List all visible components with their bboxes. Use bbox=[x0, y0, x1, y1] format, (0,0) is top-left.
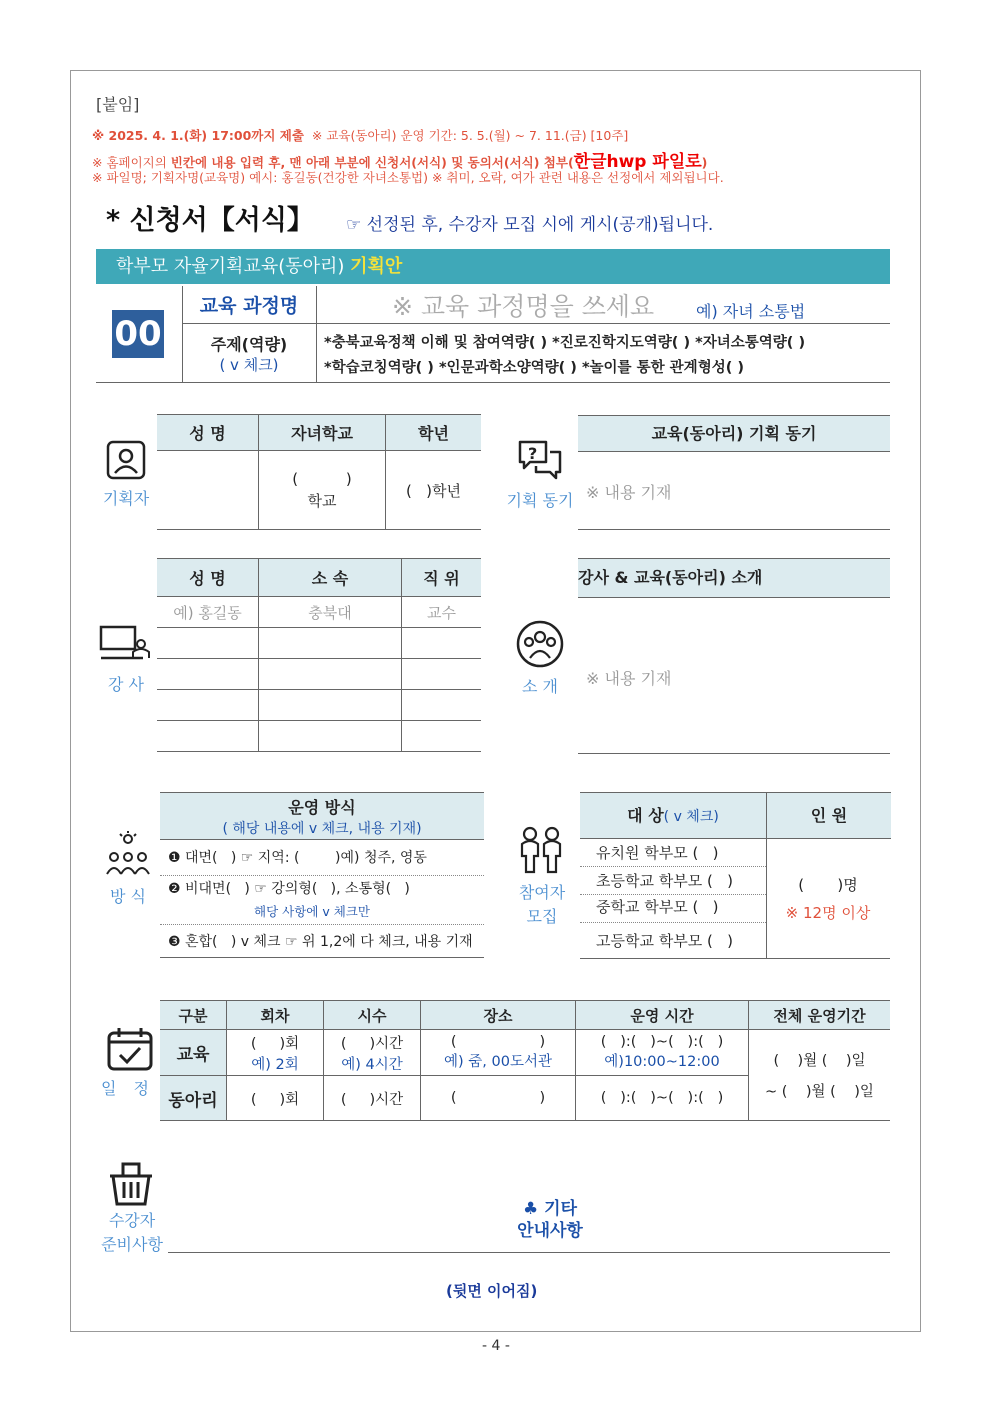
edu-venue-field[interactable]: ( ) 예) 줌, 00도서관 bbox=[421, 1030, 576, 1076]
note-line-2: ※ 홈페이지의 빈칸에 내용 입력 후, 맨 아래 부분에 신청서(서식) 및 동의서(서식) 첨부(한글hwp 파일로) bbox=[92, 152, 708, 172]
total-period-field[interactable]: ( )월 ( )일 ~ ( )월 ( )일 bbox=[749, 1030, 891, 1121]
participant-count-field[interactable]: ( )명 bbox=[798, 876, 858, 894]
course-number-badge: 00 bbox=[112, 310, 164, 358]
count-header: 인 원 bbox=[766, 792, 891, 839]
participants-label-2: 모집 bbox=[526, 907, 558, 926]
banner-highlight: 기획안 bbox=[350, 256, 403, 277]
hwp-highlight: 한글hwp 파일로 bbox=[573, 152, 702, 172]
form-subtitle: ☞ 선정된 후, 수강자 모집 시에 게시(공개)됩니다. bbox=[346, 215, 714, 235]
theme-options-2[interactable]: *학습코칭역량( ) *인문과학소양역량( ) *놀이를 통한 관계형성( ) bbox=[324, 360, 745, 376]
question-chat-icon bbox=[516, 438, 564, 484]
target-header-cell: 대 상( v 체크) bbox=[580, 792, 766, 839]
edu-time-field[interactable]: ( ):( )~( ):( ) 예)10:00~12:00 bbox=[576, 1030, 749, 1076]
club-time-field[interactable]: ( ):( )~( ):( ) bbox=[576, 1076, 749, 1121]
method-header: 운영 방식 bbox=[288, 798, 356, 817]
club-row-label: 동아리 bbox=[160, 1076, 227, 1121]
instructor-table bbox=[157, 558, 481, 752]
method-option-face[interactable]: ❶ 대면( ) ☞ 지역: ( )예) 청주, 영동 bbox=[168, 850, 427, 866]
club-hours-field[interactable]: ( )시간 bbox=[324, 1076, 421, 1121]
svg-text:?: ? bbox=[528, 444, 538, 463]
child-school-field[interactable]: ( ) 학교 bbox=[259, 451, 386, 530]
planner-name-field[interactable] bbox=[157, 451, 259, 530]
continued-note: (뒷면 이어짐) bbox=[446, 1282, 538, 1300]
target-header: 대 상 bbox=[627, 806, 664, 825]
intro-input[interactable]: ※ 내용 기재 bbox=[586, 669, 672, 688]
period-note: ※ 교육(동아리) 운영 기간: 5. 5.(월) ~ 7. 11.(금) [10주] bbox=[311, 128, 629, 143]
prep-label-2: 준비사항 bbox=[101, 1235, 163, 1254]
th-venue: 장소 bbox=[421, 1001, 576, 1030]
target-high[interactable]: 고등학교 학부모 ( ) bbox=[596, 932, 733, 950]
th-total-period: 전체 운영기간 bbox=[749, 1001, 891, 1030]
theme-label: 주제(역량) bbox=[210, 335, 288, 354]
people-idea-icon bbox=[105, 830, 151, 876]
target-kindergarten[interactable]: 유치원 학부모 ( ) bbox=[596, 844, 719, 862]
other-info-title-2: 안내사항 bbox=[517, 1221, 583, 1241]
calendar-check-icon bbox=[106, 1026, 154, 1072]
note-line-1 bbox=[92, 126, 628, 144]
method-option-online-note: 해당 사항에 v 체크만 bbox=[254, 904, 370, 919]
instructor-example-row: 예) 홍길동 충북대 교수 bbox=[157, 597, 481, 628]
motive-label: 기획 동기 bbox=[506, 491, 574, 510]
theme-options-1[interactable]: *충북교육정책 이해 및 참여역량( ) *진로진학지도역량( ) *자녀소통역량( ) bbox=[324, 335, 806, 351]
lecture-icon bbox=[99, 624, 153, 664]
schedule-table bbox=[160, 1000, 890, 1121]
th-grade: 학년 bbox=[386, 415, 482, 451]
motive-input[interactable]: ※ 내용 기재 bbox=[586, 483, 672, 502]
plan-banner: 학부모 자율기획교육(동아리) 기획안 bbox=[96, 249, 890, 284]
method-option-hybrid[interactable]: ❸ 혼합( ) v 체크 ☞ 위 1,2에 다 체크, 내용 기재 bbox=[168, 934, 473, 950]
intro-header: 강사 & 교육(동아리) 소개 bbox=[578, 558, 890, 598]
grade-field[interactable]: ( )학년 bbox=[386, 451, 482, 530]
th-hours: 시수 bbox=[324, 1001, 421, 1030]
participants-label-1: 참여자 bbox=[518, 883, 566, 902]
table-row[interactable] bbox=[157, 628, 481, 659]
group-icon bbox=[515, 620, 565, 668]
form-title: * 신청서【서식】 bbox=[106, 205, 314, 236]
prep-label-1: 수강자 bbox=[108, 1211, 156, 1230]
edu-row-label: 교육 bbox=[160, 1030, 227, 1076]
instructor-label: 강 사 bbox=[108, 675, 144, 694]
target-elementary[interactable]: 초등학교 학부모 ( ) bbox=[596, 872, 733, 890]
page-number: - 4 - bbox=[482, 1338, 510, 1354]
participant-min-note: ※ 12명 이상 bbox=[785, 904, 871, 922]
course-block bbox=[96, 286, 890, 383]
course-name-label: 교육 과정명 bbox=[199, 295, 299, 317]
prep-divider bbox=[168, 1252, 890, 1253]
planner-table bbox=[157, 414, 481, 530]
participants-icon bbox=[518, 826, 564, 874]
note-line-3: ※ 파일명; 기획자명(교육명) 예시: 홍길동(건강한 자녀소통법) ※ 취미, 오락, 여가 관련 내용은 선정에서 제외됩니다. bbox=[92, 170, 724, 185]
deadline-note: ※ 2025. 4. 1.(화) 17:00까지 제출 bbox=[92, 128, 304, 143]
motive-header: 교육(동아리) 기획 동기 bbox=[578, 415, 890, 452]
target-middle[interactable]: 중학교 학부모 ( ) bbox=[596, 898, 719, 916]
table-row[interactable] bbox=[157, 659, 481, 690]
person-icon bbox=[106, 440, 146, 480]
theme-check-label: ( v 체크) bbox=[219, 356, 279, 374]
schedule-row-edu bbox=[160, 1030, 890, 1076]
th-position: 직 위 bbox=[402, 559, 482, 597]
intro-label: 소 개 bbox=[522, 677, 558, 696]
method-label: 방 식 bbox=[110, 887, 146, 906]
course-name-example: 예) 자녀 소통법 bbox=[696, 302, 806, 321]
table-row[interactable] bbox=[157, 721, 481, 752]
attachment-label: [붙임] bbox=[96, 95, 140, 114]
method-option-online[interactable]: ❷ 비대면( ) ☞ 강의형( ), 소통형( ) bbox=[168, 881, 410, 897]
th-time: 운영 시간 bbox=[576, 1001, 749, 1030]
planner-label: 기획자 bbox=[102, 489, 150, 508]
method-subheader: ( 해당 내용에 v 체크, 내용 기재) bbox=[222, 821, 422, 837]
course-name-input[interactable]: ※ 교육 과정명을 쓰세요 bbox=[392, 292, 655, 321]
th-instructor-name: 성 명 bbox=[157, 559, 259, 597]
club-venue-field[interactable]: ( ) bbox=[421, 1076, 576, 1121]
edu-hours-field[interactable]: ( )시간 예) 4시간 bbox=[324, 1030, 421, 1076]
th-category: 구분 bbox=[160, 1001, 227, 1030]
method-header-cell bbox=[160, 792, 484, 840]
other-info-title-1: ♣ 기타 bbox=[522, 1199, 577, 1219]
th-affiliation: 소 속 bbox=[259, 559, 402, 597]
participants-block bbox=[580, 792, 890, 959]
method-block bbox=[160, 792, 484, 958]
th-sessions: 회차 bbox=[227, 1001, 324, 1030]
club-sessions-field[interactable]: ( )회 bbox=[227, 1076, 324, 1121]
th-child-school: 자녀학교 bbox=[259, 415, 386, 451]
edu-sessions-field[interactable]: ( )회 예) 2회 bbox=[227, 1030, 324, 1076]
th-planner-name: 성 명 bbox=[157, 415, 259, 451]
basket-icon bbox=[108, 1162, 154, 1206]
schedule-label: 일 정 bbox=[101, 1079, 155, 1098]
table-row[interactable] bbox=[157, 690, 481, 721]
